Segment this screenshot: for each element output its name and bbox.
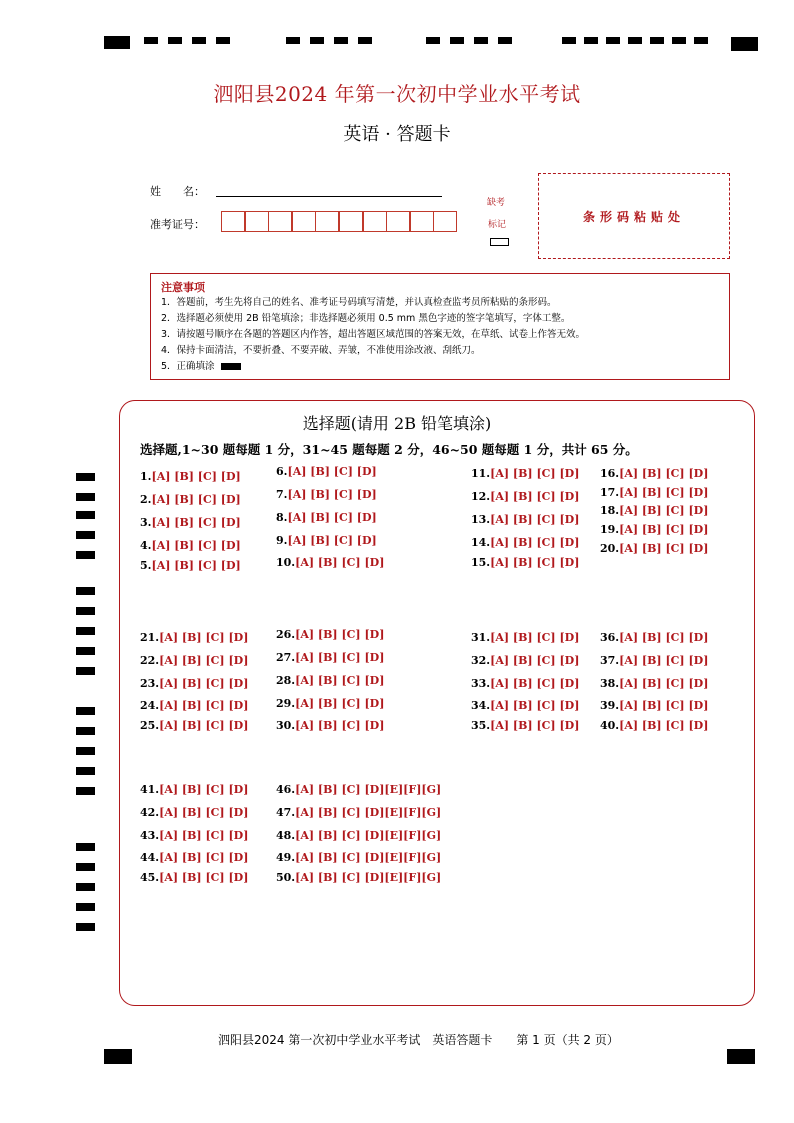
question-number: 14. [471, 536, 491, 549]
notes-item [161, 359, 719, 375]
question-number: 16. [600, 467, 620, 480]
answer-options[interactable]: [A] [B] [C] [D] [619, 523, 709, 536]
question-row[interactable] [276, 511, 377, 524]
question-number: 47. [276, 806, 296, 819]
question-row[interactable] [276, 674, 384, 687]
question-row[interactable] [276, 534, 377, 547]
answer-options[interactable]: [A] [B] [C] [D] [490, 654, 580, 667]
question-number: 17. [600, 486, 620, 499]
answer-options[interactable]: [A] [B] [C] [D] [159, 699, 249, 712]
timing-mark [76, 747, 95, 755]
question-row[interactable] [471, 719, 579, 732]
question-row[interactable] [471, 513, 579, 526]
question-number: 30. [276, 719, 296, 732]
timing-mark [76, 531, 95, 539]
answer-options[interactable]: [A] [B] [C] [D] [159, 654, 249, 667]
timing-mark [216, 37, 230, 44]
question-number: 15. [471, 556, 491, 569]
answer-options[interactable]: [A] [B] [C] [D] [159, 631, 249, 644]
question-number: 38. [600, 677, 620, 690]
timing-mark [694, 37, 708, 44]
timing-mark [310, 37, 324, 44]
id-digit-box[interactable] [221, 211, 245, 232]
answer-options[interactable]: [A] [B] [C] [D] [295, 674, 385, 687]
question-row[interactable] [276, 488, 377, 501]
answer-options[interactable]: [A] [B] [C] [D] [490, 536, 580, 549]
question-number: 18. [600, 504, 620, 517]
question-number: 34. [471, 699, 491, 712]
notes-item: 1．答题前，考生先将自己的姓名、准考证号码填写清楚，并认真检查监考员所粘贴的条形码。 [161, 297, 557, 308]
timing-mark [606, 37, 620, 44]
question-number: 32. [471, 654, 491, 667]
question-number: 7. [276, 488, 288, 501]
notes-item: 4．保持卡面清洁，不要折叠、不要弄破、弄皱，不准使用涂改液、刮纸刀。 [161, 345, 481, 356]
question-number: 23. [140, 677, 160, 690]
timing-mark [731, 37, 758, 51]
timing-mark [104, 36, 130, 49]
answer-options[interactable]: [A] [B] [C] [D] [287, 488, 377, 501]
answer-options[interactable]: [A] [B] [C] [D] [295, 719, 385, 732]
notes-box [150, 273, 730, 380]
question-number: 11. [471, 467, 491, 480]
barcode-area [538, 173, 730, 259]
absent-label-1: 缺考 [487, 198, 506, 208]
question-row[interactable] [471, 556, 579, 569]
question-row[interactable] [600, 631, 708, 644]
answer-options[interactable]: [A] [B] [C] [D][E][F][G] [295, 871, 442, 884]
timing-mark [358, 37, 372, 44]
timing-mark [584, 37, 598, 44]
answer-options[interactable]: [A] [B] [C] [D] [295, 556, 385, 569]
question-row[interactable] [140, 493, 241, 506]
question-row[interactable] [140, 783, 248, 796]
timing-mark [286, 37, 300, 44]
notes-item: 3．请按题号顺序在各题的答题区内作答，超出答题区域范围的答案无效，在草纸、试卷上作答无效。 [161, 329, 586, 340]
question-row[interactable] [471, 490, 579, 503]
question-row[interactable] [276, 556, 384, 569]
answer-options[interactable]: [A] [B] [C] [D] [619, 699, 709, 712]
id-digit-box[interactable] [339, 211, 363, 232]
question-row[interactable] [276, 651, 384, 664]
question-row[interactable] [140, 631, 248, 644]
question-row[interactable] [140, 871, 248, 884]
question-number: 43. [140, 829, 160, 842]
question-row[interactable] [276, 851, 441, 864]
answer-options[interactable]: [A] [B] [C] [D][E][F][G] [295, 851, 442, 864]
question-row[interactable] [471, 631, 579, 644]
question-row[interactable] [276, 697, 384, 710]
question-number: 4. [140, 539, 152, 552]
answer-options[interactable]: [A] [B] [C] [D] [619, 719, 709, 732]
question-number: 2. [140, 493, 152, 506]
question-number: 39. [600, 699, 620, 712]
question-row[interactable] [471, 699, 579, 712]
page-subtitle: 英语 · 答题卡 [343, 124, 451, 145]
timing-mark [334, 37, 348, 44]
question-number: 8. [276, 511, 288, 524]
question-number: 3. [140, 516, 152, 529]
question-number: 44. [140, 851, 160, 864]
timing-mark [144, 37, 158, 44]
id-digit-box[interactable] [363, 211, 387, 232]
answer-options[interactable]: [A] [B] [C] [D] [159, 829, 249, 842]
question-row[interactable] [140, 470, 241, 483]
answer-options[interactable]: [A] [B] [C] [D] [619, 504, 709, 517]
answer-options[interactable]: [A] [B] [C] [D] [490, 467, 580, 480]
question-row[interactable] [140, 516, 241, 529]
answer-options[interactable]: [A] [B] [C] [D] [287, 511, 377, 524]
timing-mark [426, 37, 440, 44]
timing-mark [672, 37, 686, 44]
timing-mark [76, 843, 95, 851]
question-row[interactable] [276, 806, 441, 819]
timing-mark [192, 37, 206, 44]
answer-options[interactable]: [A] [B] [C] [D] [151, 493, 241, 506]
answer-options[interactable]: [A] [B] [C] [D] [295, 651, 385, 664]
question-row[interactable] [140, 829, 248, 842]
timing-mark [76, 627, 95, 635]
timing-mark [76, 587, 95, 595]
question-number: 35. [471, 719, 491, 732]
barcode-label: 条形码粘贴处 [582, 209, 685, 224]
id-digit-box[interactable] [268, 211, 292, 232]
id-digit-box[interactable] [292, 211, 316, 232]
question-number: 1. [140, 470, 152, 483]
question-number: 6. [276, 465, 288, 478]
timing-mark [76, 903, 95, 911]
question-row[interactable] [276, 719, 384, 732]
question-number: 12. [471, 490, 491, 503]
answer-options[interactable]: [A] [B] [C] [D] [619, 654, 709, 667]
question-row[interactable] [140, 677, 248, 690]
timing-mark [76, 511, 95, 519]
answer-options[interactable]: [A] [B] [C] [D] [159, 677, 249, 690]
timing-mark [727, 1049, 755, 1064]
answer-options[interactable]: [A] [B] [C] [D] [295, 628, 385, 641]
question-number: 20. [600, 542, 620, 555]
choice-title: 选择题(请用 2B 铅笔填涂) [302, 414, 492, 433]
notes-title: 注意事项 [161, 281, 205, 294]
timing-mark [450, 37, 464, 44]
timing-mark [104, 1049, 132, 1064]
question-number: 19. [600, 523, 620, 536]
answer-options[interactable]: [A] [B] [C] [D] [619, 542, 709, 555]
answer-options[interactable]: [A] [B] [C] [D] [490, 631, 580, 644]
question-row[interactable] [276, 628, 384, 641]
answer-options[interactable]: [A] [B] [C] [D] [159, 783, 249, 796]
answer-options[interactable]: [A] [B] [C] [D][E][F][G] [295, 783, 442, 796]
id-digit-box[interactable] [245, 211, 269, 232]
timing-mark [76, 667, 95, 675]
question-row[interactable] [140, 851, 248, 864]
question-number: 50. [276, 871, 296, 884]
notes-item-text: 5．正确填涂 [161, 361, 215, 372]
timing-mark [168, 37, 182, 44]
timing-mark [76, 493, 95, 501]
answer-options[interactable]: [A] [B] [C] [D] [151, 539, 241, 552]
question-number: 27. [276, 651, 296, 664]
question-row[interactable] [600, 542, 708, 555]
id-digit-box[interactable] [386, 211, 410, 232]
answer-options[interactable]: [A] [B] [C] [D] [490, 699, 580, 712]
timing-mark [76, 863, 95, 871]
timing-mark [498, 37, 512, 44]
timing-mark [76, 647, 95, 655]
answer-options[interactable]: [A] [B] [C] [D] [159, 871, 249, 884]
answer-options[interactable]: [A] [B] [C] [D] [295, 697, 385, 710]
timing-mark [76, 551, 95, 559]
answer-options[interactable]: [A] [B] [C] [D] [490, 719, 580, 732]
timing-mark [562, 37, 576, 44]
question-number: 29. [276, 697, 296, 710]
page-footer: 泗阳县2024 第一次初中学业水平考试 英语答题卡 第 1 页（共 2 页） [218, 1033, 619, 1047]
answer-options[interactable]: [A] [B] [C] [D] [619, 631, 709, 644]
question-number: 46. [276, 783, 296, 796]
question-number: 10. [276, 556, 296, 569]
fill-sample [221, 363, 241, 370]
timing-mark [474, 37, 488, 44]
question-row[interactable] [276, 829, 441, 842]
question-row[interactable] [600, 523, 708, 536]
question-row[interactable] [600, 504, 708, 517]
question-number: 36. [600, 631, 620, 644]
id-label: 准考证号： [150, 218, 205, 231]
question-number: 42. [140, 806, 160, 819]
question-row[interactable] [600, 719, 708, 732]
timing-mark [628, 37, 642, 44]
timing-mark [76, 767, 95, 775]
answer-options[interactable]: [A] [B] [C] [D] [619, 677, 709, 690]
id-digit-box[interactable] [315, 211, 339, 232]
question-row[interactable] [600, 699, 708, 712]
question-row[interactable] [600, 467, 708, 480]
timing-mark [650, 37, 664, 44]
answer-options[interactable]: [A] [B] [C] [D] [490, 513, 580, 526]
timing-mark [76, 787, 95, 795]
answer-options[interactable]: [A] [B] [C] [D] [287, 465, 377, 478]
question-row[interactable] [140, 699, 248, 712]
answer-options[interactable]: [A] [B] [C] [D] [159, 806, 249, 819]
question-number: 45. [140, 871, 160, 884]
question-number: 49. [276, 851, 296, 864]
question-row[interactable] [471, 677, 579, 690]
answer-options[interactable]: [A] [B] [C] [D] [490, 490, 580, 503]
answer-options[interactable]: [A] [B] [C] [D] [159, 719, 249, 732]
question-number: 33. [471, 677, 491, 690]
notes-item: 2．选择题必须使用 2B 铅笔填涂；非选择题必须用 0.5 mm 黑色字迹的签字笔填写，字体工整。 [161, 313, 571, 324]
choice-score-note: 选择题,1~30 题每题 1 分，31~45 题每题 2 分，46~50 题每题 1 分，共计 65 分。 [140, 442, 638, 457]
question-number: 25. [140, 719, 160, 732]
answer-options[interactable]: [A] [B] [C] [D][E][F][G] [295, 829, 442, 842]
question-number: 26. [276, 628, 296, 641]
answer-options[interactable]: [A] [B] [C] [D] [619, 467, 709, 480]
question-row[interactable] [600, 654, 708, 667]
page-title: 泗阳县2024 年第一次初中学业水平考试 [213, 82, 581, 106]
question-row[interactable] [471, 654, 579, 667]
question-number: 24. [140, 699, 160, 712]
question-number: 48. [276, 829, 296, 842]
question-number: 13. [471, 513, 491, 526]
question-row[interactable] [140, 539, 241, 552]
name-label: 姓 名： [150, 185, 205, 198]
question-row[interactable] [600, 677, 708, 690]
timing-mark [76, 707, 95, 715]
question-row[interactable] [140, 719, 248, 732]
question-row[interactable] [276, 465, 377, 478]
answer-options[interactable]: [A] [B] [C] [D] [159, 851, 249, 864]
absent-mark-box[interactable] [490, 238, 509, 246]
answer-options[interactable]: [A] [B] [C] [D] [287, 534, 377, 547]
question-row[interactable] [140, 559, 241, 572]
timing-mark [76, 607, 95, 615]
question-row[interactable] [140, 806, 248, 819]
answer-options[interactable]: [A] [B] [C] [D] [490, 677, 580, 690]
question-number: 21. [140, 631, 160, 644]
id-digit-box[interactable] [410, 211, 434, 232]
answer-options[interactable]: [A] [B] [C] [D] [151, 470, 241, 483]
question-row[interactable] [600, 486, 708, 499]
question-row[interactable] [276, 783, 441, 796]
question-number: 28. [276, 674, 296, 687]
answer-options[interactable]: [A] [B] [C] [D] [151, 516, 241, 529]
question-row[interactable] [276, 871, 441, 884]
timing-mark [76, 473, 95, 481]
answer-options[interactable]: [A] [B] [C] [D] [490, 556, 580, 569]
question-number: 37. [600, 654, 620, 667]
timing-mark [76, 727, 95, 735]
question-number: 31. [471, 631, 491, 644]
answer-options[interactable]: [A] [B] [C] [D] [619, 486, 709, 499]
absent-label-2: 标记 [488, 220, 507, 230]
answer-options[interactable]: [A] [B] [C] [D] [151, 559, 241, 572]
answer-options[interactable]: [A] [B] [C] [D][E][F][G] [295, 806, 442, 819]
question-number: 22. [140, 654, 160, 667]
timing-mark [76, 923, 95, 931]
question-row[interactable] [140, 654, 248, 667]
timing-mark [76, 883, 95, 891]
question-number: 9. [276, 534, 288, 547]
question-number: 40. [600, 719, 620, 732]
question-row[interactable] [471, 467, 579, 480]
name-field[interactable] [216, 196, 442, 197]
question-number: 41. [140, 783, 160, 796]
id-digit-box[interactable] [433, 211, 457, 232]
question-row[interactable] [471, 536, 579, 549]
question-number: 5. [140, 559, 152, 572]
